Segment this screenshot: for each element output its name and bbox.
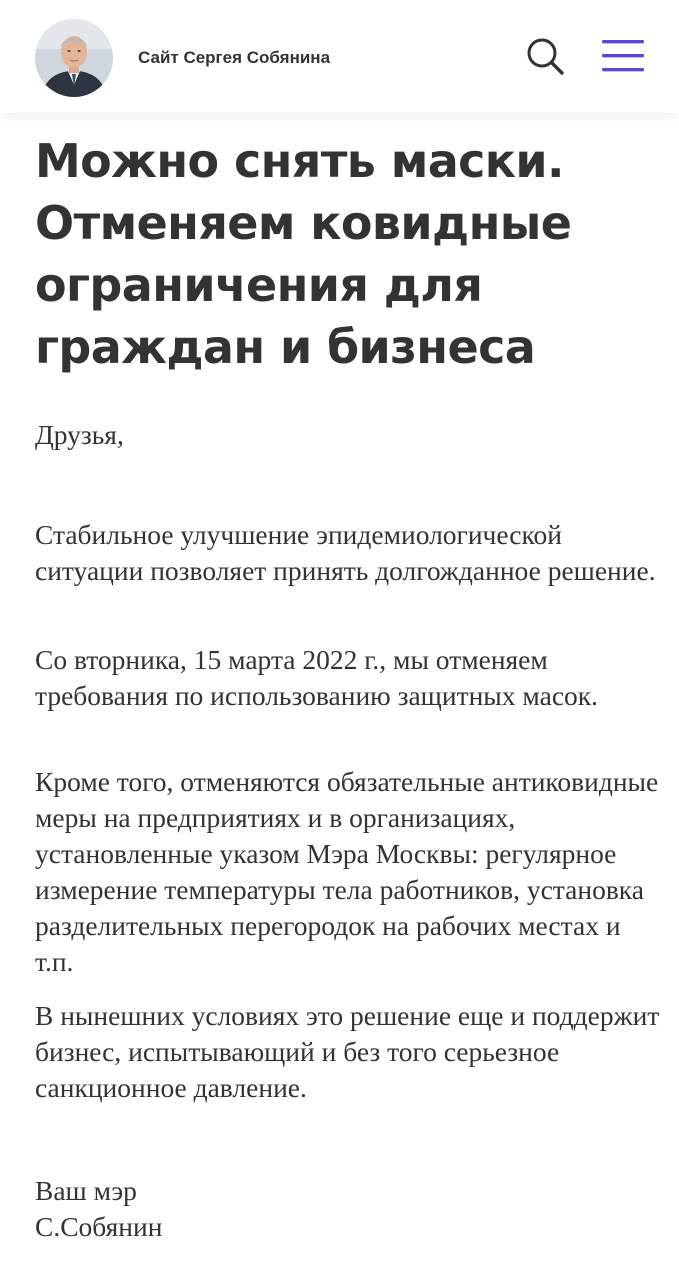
article-paragraph: В нынешних условиях это решение еще и поддержит бизнес, испытывающий и без того серьезное санкционное давление. xyxy=(35,1000,660,1103)
search-button[interactable] xyxy=(524,35,566,77)
site-header xyxy=(0,0,679,113)
article-greeting: Друзья, xyxy=(35,419,124,450)
signature-name: С.Собянин xyxy=(35,1211,163,1242)
article-title: Можно снять маски. Отменяем ковидные ограничения для граждан и бизнеса xyxy=(35,134,572,374)
signature-line: Ваш мэр xyxy=(35,1175,137,1206)
avatar-portrait xyxy=(35,19,113,97)
article-paragraph: Стабильное улучшение эпидемиологической ситуации позволяет принять долгожданное решение. xyxy=(35,519,656,586)
site-title[interactable]: Сайт Сергея Собянина xyxy=(138,48,331,67)
search-icon xyxy=(524,35,566,77)
article-paragraph: Кроме того, отменяются обязательные антиковидные меры на предприятиях и в организациях, установленные указом Мэра Москвы: регулярное измерение температуры тела работников, установка разделительных перегородок на рабочих местах и т.п. xyxy=(35,766,659,977)
avatar[interactable] xyxy=(35,19,113,97)
article-paragraph: Со вторника, 15 марта 2022 г., мы отменяем требования по использованию защитных масок. xyxy=(35,644,599,711)
hamburger-menu-icon xyxy=(600,38,646,74)
menu-button[interactable] xyxy=(600,38,646,74)
